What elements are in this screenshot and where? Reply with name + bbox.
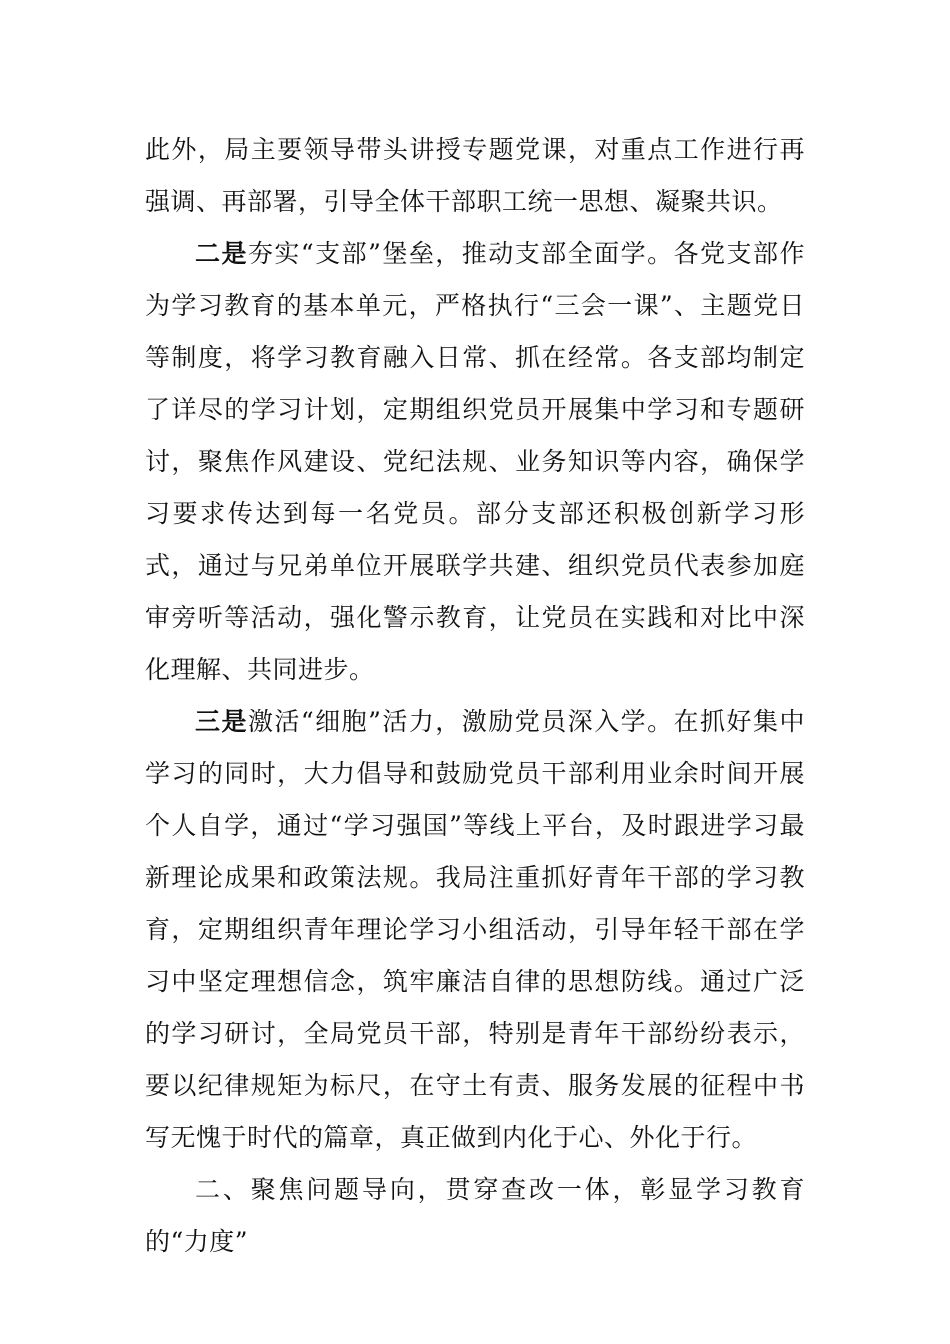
paragraph-lead: 二是 <box>195 239 248 268</box>
paragraph-cell <box>145 696 805 1164</box>
paragraph-text: 激活“细胞”活力，激励党员深入学。在抓好集中学习的同时，大力倡导和鼓励党员干部利用业余时间开展个人自学，通过“学习强国”等线上平台，及时跟进学习最新理论成果和政策法规。我局注重抓好青年干部的学习教育，定期组织青年理论学习小组活动，引导年轻干部在学习中坚定理想信念，筑牢廉洁自律的思想防线。通过广泛的学习研讨，全局党员干部，特别是青年干部纷纷表示，要以纪律规矩为标尺，在守土有责、服务发展的征程中书写无愧于时代的篇章，真正做到内化于心、外化于行。 <box>145 707 805 1152</box>
paragraph-lead: 三是 <box>195 707 248 736</box>
paragraph-intro <box>145 124 805 228</box>
paragraph-text: 夯实“支部”堡垒，推动支部全面学。各党支部作为学习教育的基本单元，严格执行“三会一课”、主题党日等制度，将学习教育融入日常、抓在经常。各支部均制定了详尽的学习计划，定期组织党员开展集中学习和专题研讨，聚焦作风建设、党纪法规、业务知识等内容，确保学习要求传达到每一名党员。部分支部还积极创新学习形式，通过与兄弟单位开展联学共建、组织党员代表参加庭审旁听等活动，强化警示教育，让党员在实践和对比中深化理解、共同进步。 <box>145 239 805 684</box>
paragraph-branch <box>145 228 805 696</box>
document-body <box>145 124 805 1268</box>
paragraph-text: 此外，局主要领导带头讲授专题党课，对重点工作进行再强调、再部署，引导全体干部职工统一思想、凝聚共识。 <box>145 135 805 216</box>
section-heading <box>145 1164 805 1268</box>
section-heading-text: 二、聚焦问题导向，贯穿查改一体，彰显学习教育的“力度” <box>145 1175 805 1256</box>
